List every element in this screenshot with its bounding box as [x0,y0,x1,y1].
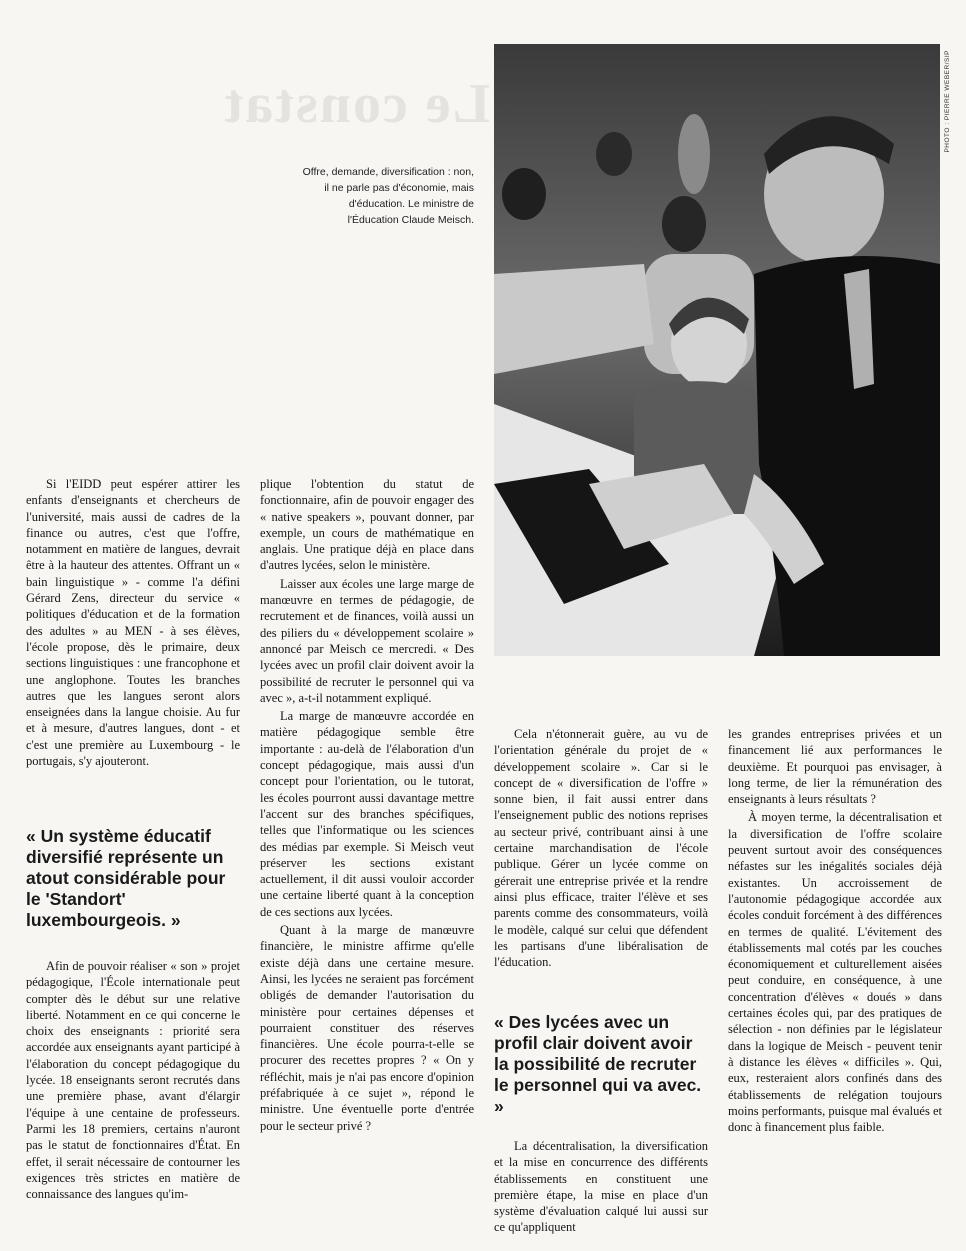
column-2 [260,476,474,1134]
column-4 [728,726,942,1135]
column-3-bottom [494,1138,708,1236]
classroom-photo [494,44,940,656]
photo-caption: Offre, demande, diversification : non, il ne parle pas d'économie, mais d'éducation. Le ministre de l'Éducation Claude Meisch. [302,166,474,226]
paragraph: Afin de pouvoir réaliser « son » projet pédagogique, l'École internationale peut compter dès le début sur une relative liberté. Notamment en ce qui concerne le choix des enseignants : priorité sera accordée aux enseignants ayant participé à l'élaboration du concept pédagogique du lycée. 18 enseignants seront recrutés dans une première phase, avant d'élargir l'équipe à une centaine de professeurs. Parmi les 18 premiers, certains n'auront pas le statut de fonctionnaires d'État. En effet, il serait nécessaire de contourner les exigences très strictes en matière de connaissance des langues qu'im- [26,959,240,1202]
pull-quote-1: « Un système éducatif diversifié représente un atout considérable pour le 'Standort' luxembourgeois. » [26,826,226,930]
paragraph: Quant à la marge de manœuvre financière, le ministre affirme qu'elle existe déjà dans une certaine mesure. Ainsi, les lycées ne seraient pas forcément obligés de demander l'autorisation du ministère pour certaines dépenses et pourraient constituer des réserves financières. Une école pourra-t-elle se procurer des recettes propres ? « On y réfléchit, mais je n'ai pas encore d'opinion préfabriquée à ce sujet », répond le ministre. Une éventuelle porte d'entrée pour le secteur privé ? [260,923,474,1133]
paragraph: À moyen terme, la décentralisation et la diversification de l'offre scolaire peuvent surtout avoir des conséquences néfastes sur les inégalités sociales déjà existantes. Un accroissement de l'autonomie pédagogique accordée aux écoles conduit forcément à des différences en termes de qualité. L'évitement des établissements mal cotés par les couches économiquement et culturellement aisées peut conduire, en conséquence, à une concentration d'élèves « doués » dans certaines écoles qui, par des pratiques de sélection - non définies par le législateur dans la logique de Meisch - peuvent tenir à distance les élèves « difficiles ». Qui, eux, resteraient alors confinés dans des établissements de relégation toujours moins performants, puisque mal évalués et donc à financement plus faible. [728,810,942,1135]
classroom-photo-image [494,44,940,656]
pull-quote-2: « Des lycées avec un profil clair doivent avoir la possibilité de recruter le personnel qui va avec. » [494,1012,702,1116]
faded-headline: Le constat [222,73,490,135]
paragraph: Cela n'étonnerait guère, au vu de l'orientation générale du projet de « développement scolaire ». Car si le concept de « diversification de l'offre » sonne bien, il fait aussi entrer dans l'enseignement public des notions reprises au secteur privé, contribuant ainsi à une certaine marchandisation de l'école publique. Gérer un lycée comme on gérerait une entreprise privée et la rendre ainsi plus efficace, traiter l'élève et ses parents comme des consommateurs, voilà le modèle, calqué sur celui que défendent les partisans d'une libéralisation de l'éducation. [494,727,708,970]
paragraph: les grandes entreprises privées et un financement lié aux performances le deuxième. Et pourquoi pas envisager, à long terme, de lier la rémunération des enseignants à leurs résultats ? [728,727,942,807]
column-1-top [26,476,240,769]
paragraph: Laisser aux écoles une large marge de manœuvre en termes de pédagogie, de recrutement et de finances, voilà aussi un des piliers du « développement scolaire » annoncé par Meisch ce mercredi. « Des lycées avec un profil clair doivent avoir la possibilité de recruter le personnel qui va avec », a-t-il notamment expliqué. [260,576,474,705]
paragraph: La marge de manœuvre accordée en matière pédagogique semble être importante : au-delà de l'élaboration d'un concept pédagogique, mais aussi d'un concept pour l'orientation, ou le tutorat, les écoles pourront aussi davantage mettre l'accent sur des branches spécifiques, telles que l'informatique ou les sciences des médias par exemple. Si Meisch veut préserver les sections existant actuellement, il dit aussi vouloir accorder une certaine liberté quant à la conception de ces sections aux lycées. [260,709,474,919]
paragraph: Si l'EIDD peut espérer attirer les enfants d'enseignants et chercheurs de l'université, mais aussi de cadres de la finance ou autres, c'est que l'offre, notamment en matière de langues, devrait être à la hauteur des attentes. Offrant un « bain linguistique » - comme l'a défini Gérard Zens, directeur du service « politiques d'éducation et de la formation des adultes » au MEN - à ses élèves, l'école propose, dès le primaire, deux sections linguistiques : une francophone et une anglophone. Toutes les branches autres que les langues seront alors enseignées dans la langue choisie. Au fur et à mesure, d'autres langues, dont - et c'est une première au Luxembourg - le portugais, s'y ajouteront. [26,477,240,769]
column-1-bottom [26,958,240,1202]
paragraph: plique l'obtention du statut de fonctionnaire, afin de pouvoir engager des « native speakers », pouvant donner, par exemple, un cours de mathématique en anglais. Une pratique déjà en place dans d'autres lycées, selon le ministère. [260,477,474,573]
paragraph: La décentralisation, la diversification et la mise en concurrence des différents établissements en constituent une première étape, la mise en place d'un système d'évaluation calqué lui aussi sur ce qu'appliquent [494,1139,708,1235]
photo-credit: PHOTO : PIERRE WEBER/SIP [944,50,951,153]
column-3-top [494,726,708,970]
